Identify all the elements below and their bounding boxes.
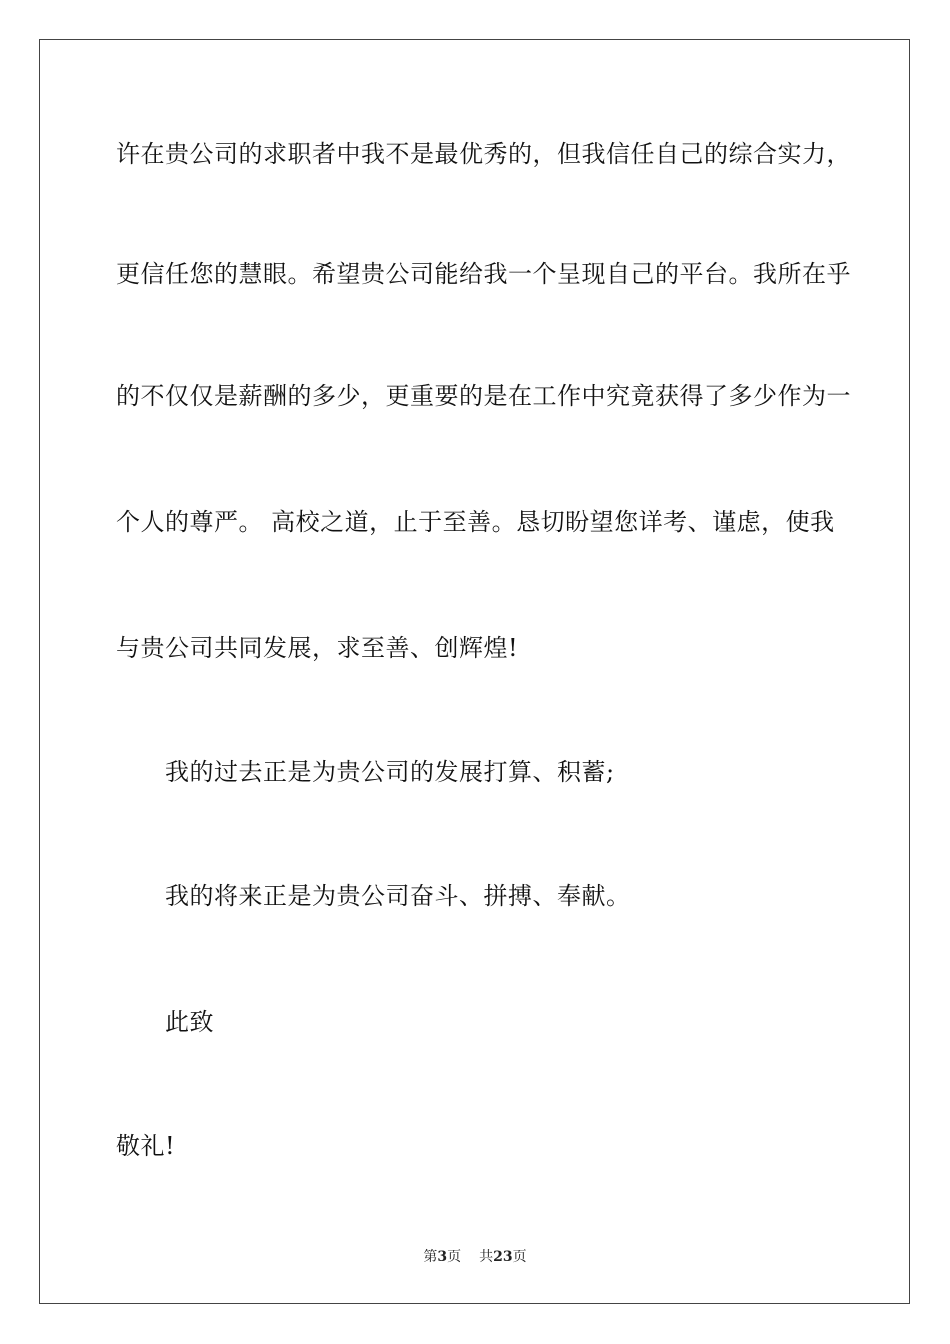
footer-total-suffix: 页 [512,1249,527,1265]
footer-page-number: 3 [437,1249,448,1265]
body-line-3: 的不仅仅是薪酬的多少，更重要的是在工作中究竟获得了多少作为一 [116,382,851,410]
footer-total-pages: 23 [493,1249,513,1265]
closing-regards: 敬礼! [116,1132,176,1160]
page-frame [39,39,910,1304]
body-line-2: 更信任您的慧眼。希望贵公司能给我一个呈现自己的平台。我所在乎 [116,260,851,288]
closing-salutation: 此致 [165,1008,214,1036]
footer-page-suffix: 页 [447,1249,462,1265]
body-line-5: 与贵公司共同发展，求至善、创辉煌! [116,634,519,662]
paragraph-past: 我的过去正是为贵公司的发展打算、积蓄; [165,758,615,786]
body-line-1: 许在贵公司的求职者中我不是最优秀的，但我信任自己的综合实力， [116,140,851,168]
footer-page-prefix: 第 [423,1249,438,1265]
footer-total-prefix: 共 [479,1249,494,1265]
body-line-4: 个人的尊严。 高校之道，止于至善。恳切盼望您详考、谨虑，使我 [116,508,835,536]
page-footer [0,1248,950,1266]
paragraph-future: 我的将来正是为贵公司奋斗、拼搏、奉献。 [165,882,631,910]
